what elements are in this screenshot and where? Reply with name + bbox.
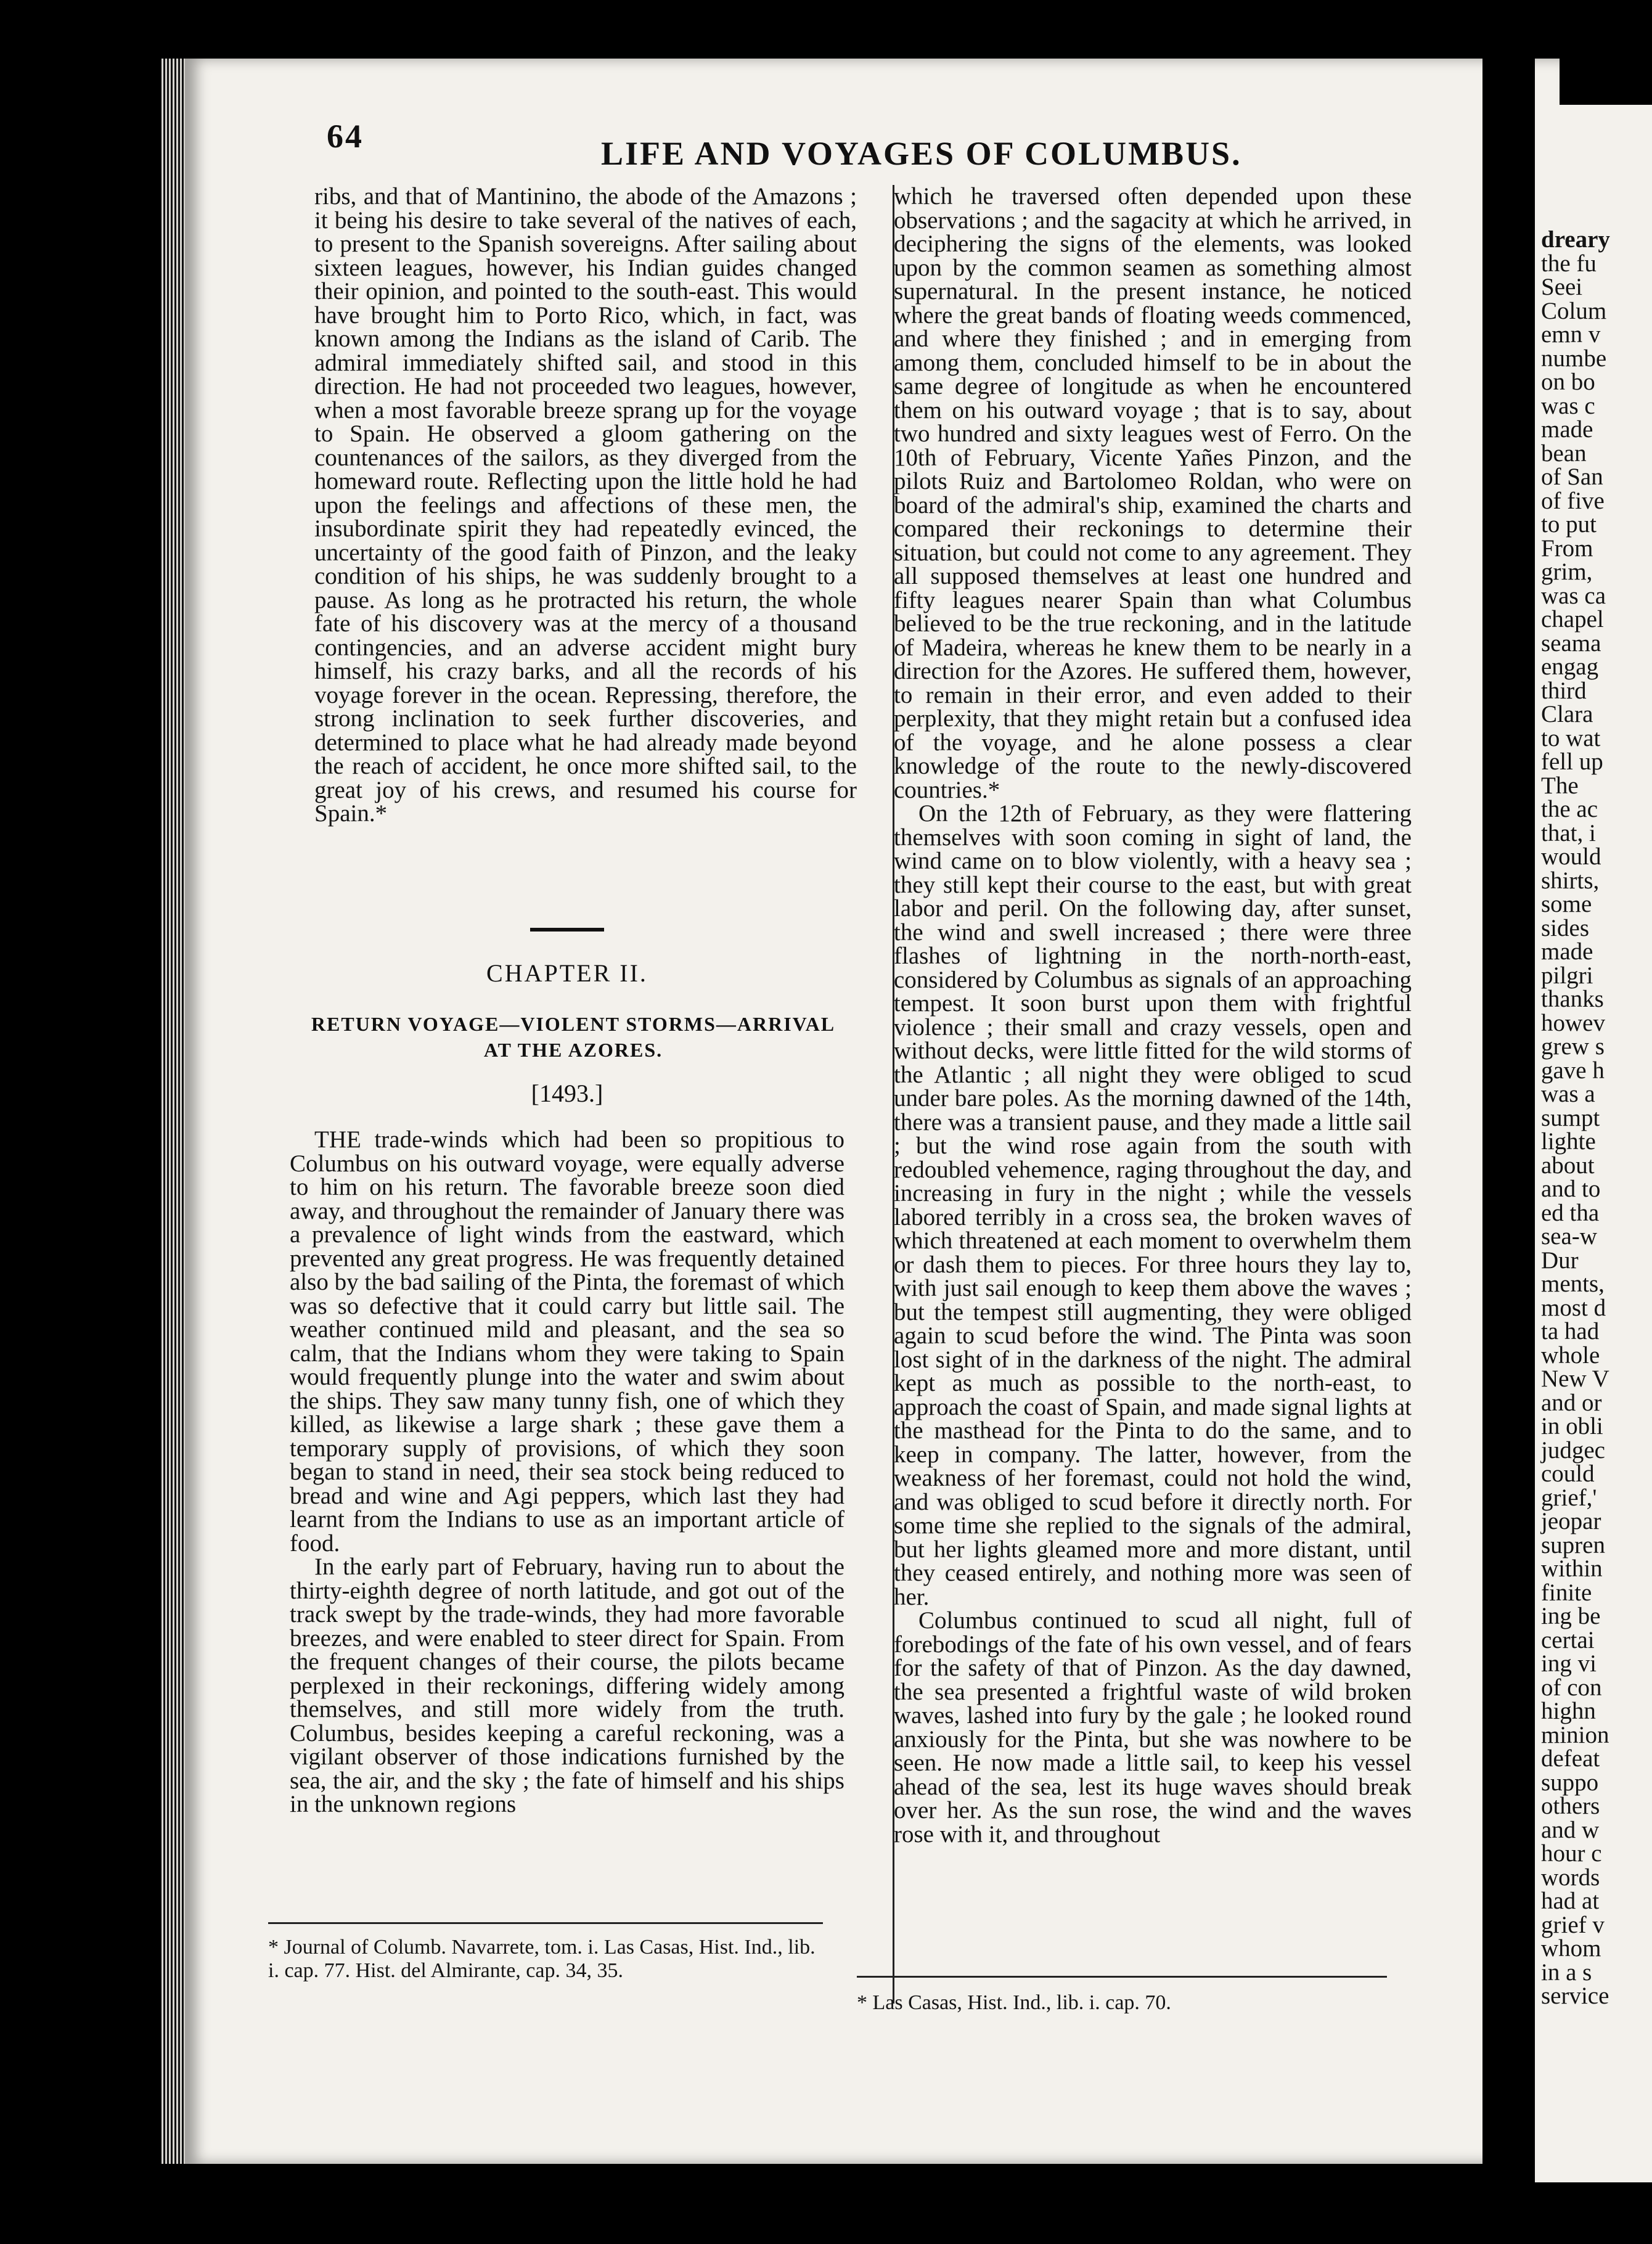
chapter-subtitle: RETURN VOYAGE—VIOLENT STORMS—ARRIVAL AT THE AZORES. bbox=[311, 1013, 836, 1061]
facing-page-line: within bbox=[1541, 1555, 1603, 1582]
facing-page-line: to put bbox=[1541, 511, 1597, 538]
facing-page-line: certai bbox=[1541, 1626, 1595, 1653]
footnote-rule bbox=[857, 1976, 1387, 1978]
facing-page-line: pilgri bbox=[1541, 962, 1593, 989]
facing-page-line: in obli bbox=[1541, 1413, 1603, 1439]
facing-page-line: sides bbox=[1541, 914, 1589, 941]
paragraph: On the 12th of February, as they were flattering themselves with soon coming in sight of land, the wind came on to blow violently, with a heavy sea ; they still kept their course to the east, but with great labor and peril. On the following day, after sunset, the wind and swell increased ; there were three flashes of lightning in the north-north-east, considered by Columbus as signals of an approaching tempest. It soon burst upon them with frightful violence ; their small and crazy vessels, open and without decks, were little fitted for the wild storms of the Atlantic ; all night they were obliged to scud under bare poles. As the morning dawned of the 14th, there was a transient pause, and they made a little sail ; but the wind rose again from the south with redoubled vehemence, raging throughout the day, and increasing in fury in the night ; while the vessels labored terribly in a cross sea, the broken waves of which threatened at each moment to overwhelm them or dash them to pieces. For three hours they lay to, with just sail enough to keep them above the waves ; but the tempest still augmenting, they were obliged again to scud before the wind. The Pinta was soon lost sight of in the darkness of the night. The admiral kept as much as possible to the north-east, to approach the coast of Spain, and made signal lights at the masthead for the Pinta to do the same, and to keep in company. The latter, however, from the weakness of her foremast, could not hold the wind, and was obliged to scud before it directly north. For some time she replied to the signals of the admiral, but her lights gleamed more and more distant, until they ceased entirely, and nothing more was seen of her. bbox=[894, 800, 1412, 1610]
facing-page-line: of San bbox=[1541, 464, 1603, 490]
left-column-bottom bbox=[290, 1128, 844, 1905]
facing-page-line: ing vi bbox=[1541, 1650, 1597, 1677]
paragraph: ribs, and that of Mantinino, the abode of the Amazons ; it being his desire to take several of the natives of each, to present to the Spanish sovereigns. After sailing about sixteen leagues, however, his Indian guides changed their opinion, and pointed to the south-east. This would have brought him to Porto Rico, which, in fact, was known among the Indians as the island of Carib. The admiral immediately shifted sail, and stood in this direction. He had not proceeded two leagues, however, when a most favorable breeze sprang up for the voyage to Spain. He observed a gloom gathering on the countenances of the sailors, as they diverged from the homeward route. Reflecting upon the little hold he had upon the feelings and affections of these men, the insubordinate spirit they had repeatedly evinced, the uncertainty of the good faith of Pinzon, and the leaky condition of his ships, he was suddenly brought to a pause. As long as he protracted his return, the whole fate of his discovery was at the mercy of a thousand contingencies, and an adverse accident might bury himself, his crazy barks, and all the records of his voyage forever in the ocean. Repressing, therefore, the strong inclination to seek further discoveries, and determined to place what he had already made beyond the reach of accident, he once more shifted sail, to the great joy of his crews, and resumed his course for Spain.* bbox=[314, 185, 857, 827]
facing-page-line: Colum bbox=[1541, 297, 1607, 324]
facing-page-line: dreary bbox=[1541, 226, 1610, 253]
facing-page-line: finite bbox=[1541, 1579, 1592, 1606]
page-edge bbox=[162, 59, 185, 2164]
facing-page-text bbox=[1535, 105, 1652, 2009]
footnote-rule bbox=[268, 1922, 823, 1924]
facing-page-line: ta had bbox=[1541, 1318, 1600, 1345]
footnote-right: * Las Casas, Hist. Ind., lib. i. cap. 70. bbox=[857, 1991, 1171, 2014]
facing-page-line: fell up bbox=[1541, 748, 1603, 775]
facing-page-line: and w bbox=[1541, 1816, 1600, 1843]
facing-page-line: whole bbox=[1541, 1341, 1600, 1369]
facing-page-line: would bbox=[1541, 843, 1601, 870]
facing-page-line: that, i bbox=[1541, 819, 1596, 846]
facing-page-line: thanks bbox=[1541, 986, 1604, 1012]
facing-page-line: sumpt bbox=[1541, 1104, 1600, 1131]
facing-page-line: about bbox=[1541, 1152, 1595, 1179]
facing-page-line: howev bbox=[1541, 1009, 1605, 1036]
paragraph: Columbus continued to scud all night, full of forebodings of the fate of his own vessel, and of fears for the safety of that of Pinzon. As the day dawned, the sea presented a frightful waste of wild broken waves, lashed into fury by the gale ; he looked round anxiously for the Pinta, but she was nowhere to be seen. He now made a little sail, to keep his vessel ahead of the sea, lest its huge waves should break over her. As the sun rose, the wind and the waves rose with it, and throughout bbox=[894, 1607, 1412, 1848]
running-title: LIFE AND VOYAGES OF COLUMBUS. bbox=[601, 135, 1242, 172]
facing-page-line: in a s bbox=[1541, 1959, 1592, 1986]
chapter-divider bbox=[530, 928, 604, 932]
page-number: 64 bbox=[327, 118, 364, 155]
facing-page-line: ments, bbox=[1541, 1271, 1605, 1297]
facing-page-line: service bbox=[1541, 1983, 1609, 2009]
paragraph: which he traversed often depended upon these observations ; and the sagacity at which he arrived, in deciphering the signs of the elements, was looked upon by the common seamen as something almost supernatural. In the present instance, he noticed where the great bands of floating weeds commenced, and where they finished ; and in emerging from among them, concluded himself to be in about the same degree of longitude as when he encountered them on his outward voyage ; that is to say, about two hundred and sixty leagues west of Ferro. On the 10th of February, Vicente Yañes Pinzon, and the pilots Ruiz and Bartolomeo Roldan, who were on board of the admiral's ship, examined the charts and compared their reckonings to determine their situation, but could not come to any agreement. They all supposed themselves at least one hundred and fifty leagues nearer Spain than what Columbus believed to be the true reckoning, and in the latitude of Madeira, whereas he knew them to be nearly in a direction for the Azores. He suffered them, however, to remain in their error, and even added to their perplexity, that they might retain but a confused idea of the voyage, and he alone possess a clear knowledge of the route to the newly-discovered countries.* bbox=[894, 185, 1412, 803]
facing-page-line: Clara bbox=[1541, 701, 1593, 727]
facing-page-line: grief v bbox=[1541, 1911, 1605, 1938]
left-column-top bbox=[314, 185, 857, 906]
facing-page-line: made bbox=[1541, 938, 1593, 965]
facing-page-line: The bbox=[1541, 772, 1579, 799]
facing-page-line: sea-w bbox=[1541, 1223, 1597, 1250]
facing-page-line: and or bbox=[1541, 1389, 1602, 1416]
facing-page bbox=[1535, 105, 1652, 2182]
facing-page-line: From bbox=[1541, 534, 1593, 562]
facing-page-line: grew s bbox=[1541, 1033, 1605, 1060]
facing-page-line: made bbox=[1541, 416, 1593, 443]
paragraph: In the early part of February, having run to about the thirty-eighth degree of north latitude, and got out of the track swept by the trade-winds, they had more favorable breezes, and were enabled to steer direct for Spain. From the frequent changes of their course, the pilots became perplexed in their reckonings, differing widely among themselves, and still more widely from the truth. Columbus, besides keeping a careful reckoning, was a vigilant observer of those indications furnished by the sea, the air, and the sky ; the fate of himself and his ships in the unknown regions bbox=[290, 1554, 844, 1817]
facing-page-line: suppo bbox=[1541, 1769, 1599, 1796]
right-column bbox=[857, 185, 1412, 1862]
facing-page-line: seama bbox=[1541, 629, 1601, 657]
facing-page-line: most d bbox=[1541, 1294, 1606, 1321]
paragraph: THE trade-winds which had been so propitious to Columbus on his outward voyage, were equally adverse to him on his return. The favorable breeze soon died away, and throughout the remainder of January there was a prevalence of light winds from the eastward, which prevented any great progress. He was frequently detained also by the bad sailing of the Pinta, the foremast of which was so defective that it could carry but little sail. The weather continued mild and pleasant, and the sea so calm, that the Indians whom they were taking to Spain would frequently plunge into the water and swim about the ships. They saw many tunny fish, one of which they killed, as likewise a large shark ; these gave them a temporary supply of provisions, of which they soon began to stand in need, their sea stock being reduced to bread and wine and Agi peppers, which last they had learnt from the Indians to use as an important article of food. bbox=[290, 1128, 844, 1557]
facing-page-line: lighte bbox=[1541, 1128, 1596, 1155]
facing-page-line: was a bbox=[1541, 1081, 1595, 1107]
facing-page-line: grief,' bbox=[1541, 1484, 1597, 1511]
facing-page-line: ing be bbox=[1541, 1603, 1601, 1629]
facing-page-line: ed tha bbox=[1541, 1199, 1600, 1226]
facing-page-line: bean bbox=[1541, 440, 1587, 467]
facing-page-line: to wat bbox=[1541, 724, 1601, 751]
facing-page-line: some bbox=[1541, 891, 1592, 917]
facing-page-line: highn bbox=[1541, 1698, 1596, 1724]
facing-page-line: of con bbox=[1541, 1674, 1602, 1701]
facing-page-line: was c bbox=[1541, 392, 1595, 419]
facing-page-line: shirts, bbox=[1541, 867, 1600, 894]
facing-page-line: others bbox=[1541, 1793, 1600, 1819]
facing-page-line: could bbox=[1541, 1460, 1595, 1487]
footnote-left: * Journal of Columb. Navarrete, tom. i. Las Casas, Hist. Ind., lib. i. cap. 77. Hist. del Almirante, cap. 34, 35. bbox=[268, 1936, 816, 1982]
facing-page-line: whom bbox=[1541, 1935, 1601, 1962]
facing-page-line: defeat bbox=[1541, 1745, 1600, 1772]
chapter-year: [1493.] bbox=[531, 1079, 603, 1107]
facing-page-line: numbe bbox=[1541, 345, 1607, 372]
facing-page-line: emn v bbox=[1541, 321, 1601, 348]
facing-page-line: judgec bbox=[1541, 1436, 1605, 1464]
facing-page-line: New V bbox=[1541, 1366, 1609, 1392]
facing-page-line: hour c bbox=[1541, 1840, 1602, 1867]
facing-page-line: jeopar bbox=[1541, 1508, 1601, 1534]
facing-page-line: third bbox=[1541, 677, 1587, 704]
facing-page-line: Seei bbox=[1541, 274, 1583, 300]
facing-page-line: gave h bbox=[1541, 1057, 1605, 1084]
book-gutter bbox=[1482, 59, 1535, 2182]
facing-page-line: supren bbox=[1541, 1531, 1605, 1558]
facing-page-line: was ca bbox=[1541, 582, 1606, 609]
facing-page-line: minion bbox=[1541, 1721, 1609, 1748]
facing-page-line: words bbox=[1541, 1864, 1600, 1891]
facing-page-line: grim, bbox=[1541, 559, 1593, 585]
facing-page-line: and to bbox=[1541, 1176, 1601, 1202]
facing-page-line: engag bbox=[1541, 653, 1599, 680]
facing-page-line: the ac bbox=[1541, 796, 1598, 822]
facing-page-line: of five bbox=[1541, 487, 1605, 514]
facing-page-line: on bo bbox=[1541, 369, 1595, 395]
facing-page-line: had at bbox=[1541, 1888, 1600, 1914]
facing-page-line: the fu bbox=[1541, 250, 1597, 277]
facing-page-line: Dur bbox=[1541, 1247, 1579, 1274]
facing-page-line: chapel bbox=[1541, 606, 1604, 633]
chapter-title: CHAPTER II. bbox=[486, 959, 648, 987]
